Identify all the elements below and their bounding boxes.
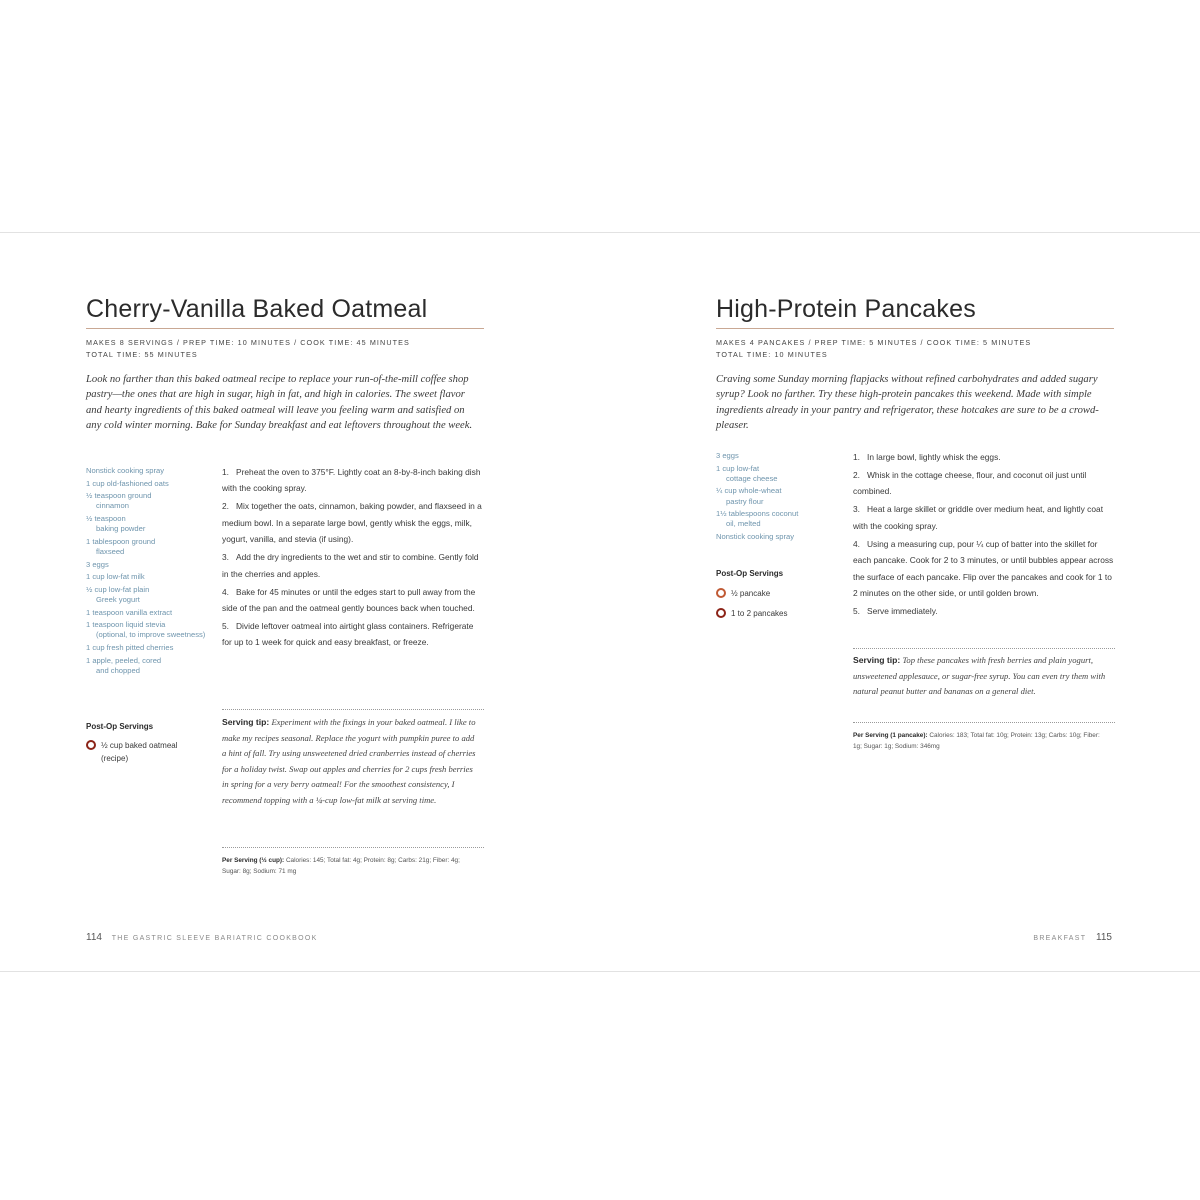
postop-item: ½ pancake (716, 587, 834, 600)
nutrition-info (222, 855, 478, 877)
book-spread (0, 232, 1200, 972)
postop-item: 1 to 2 pancakes (716, 607, 834, 620)
step-item: 1. Preheat the oven to 375°F. Lightly coat an 8-by-8-inch baking dish with the cooking spray. (222, 467, 481, 494)
ingredient-item: ½ cup low-fat plain Greek yogurt (86, 584, 150, 604)
meta-line-2: TOTAL TIME: 10 MINUTES (716, 350, 828, 359)
step-item: 5. Divide leftover oatmeal into airtight glass containers. Refrigerate for up to 1 week for quick and easy breakfast, or freeze. (222, 621, 474, 648)
ingredient-item: 1 cup low-fat milk (86, 572, 145, 582)
postop-heading: Post-Op Servings (86, 722, 154, 731)
page-number: 115 (1096, 932, 1112, 943)
left-page (0, 233, 600, 971)
ingredient-item: ½ teaspoon baking powder (86, 513, 146, 534)
ingredient-item: 1 teaspoon vanilla extract (86, 607, 173, 617)
ingredient-item: 1 tablespoon ground flaxseed (86, 536, 156, 556)
serving-tip (222, 715, 480, 809)
ingredient-item: Nonstick cooking spray (716, 531, 795, 541)
page-footer (86, 932, 318, 943)
serving-tip-label: Serving tip: (222, 717, 270, 727)
meta-line-2: TOTAL TIME: 55 MINUTES (86, 350, 198, 359)
ingredient-item: Nonstick cooking spray (86, 466, 165, 475)
tip-divider (853, 648, 1115, 649)
page-number: 114 (86, 932, 102, 943)
step-item: 5. Serve immediately. (853, 606, 938, 617)
meta-line-1: MAKES 4 PANCAKES / PREP TIME: 5 MINUTES / COOK TIME: 5 MINUTES (716, 338, 1032, 347)
step-list (853, 449, 1115, 621)
recipe-title: High-Protein Pancakes (716, 295, 976, 323)
postop-heading: Post-Op Servings (716, 569, 784, 578)
step-item: 4. Using a measuring cup, pour ¼ cup of batter into the skillet for each pancake. Cook for 2 to 3 minutes, or until bubbles appear across the surface of each pancake. Flip over the pancakes and cook for 1 to 2 minutes on the other side, or until golden brown. (853, 538, 1114, 599)
ingredient-item: 1 cup old-fashioned oats (86, 478, 169, 488)
ingredient-list (716, 451, 834, 545)
serving-tip-label: Serving tip: (853, 655, 901, 665)
ingredient-item: 3 eggs (716, 451, 739, 460)
step-item: 4. Bake for 45 minutes or until the edges start to pull away from the side of the pan and the oatmeal gently bounces back when touched. (222, 586, 476, 614)
nutrition-label: Per Serving (1 pancake): (853, 732, 928, 739)
ingredient-item: 1 apple, peeled, cored and chopped (86, 655, 162, 675)
nutrition-divider (222, 847, 484, 848)
recipe-intro: Craving some Sunday morning flapjacks without refined carbohydrates and added sugary syrup? Look no farther. Try these high-protein pancakes this weekend. Made with simple ingredients already in your pantry and refrigerator, these hotcakes are sure to be a crowd-pleaser. (716, 374, 1099, 432)
serving-tip (853, 653, 1111, 700)
step-item: 3. Add the dry ingredients to the wet and stir to combine. Gently fold in the cherries and apples. (222, 552, 479, 579)
tip-divider (222, 709, 484, 710)
ingredient-item: 1½ tablespoons coconut oil, melted (716, 509, 799, 529)
book-title: THE GASTRIC SLEEVE BARIATRIC COOKBOOK (111, 935, 318, 942)
postop-item: ½ cup baked oatmeal (recipe) (86, 739, 206, 765)
title-rule (716, 328, 1114, 329)
serving-tip-text: Top these pancakes with fresh berries and plain yogurt, unsweetened applesauce, or sugar-free syrup. You can even try them with natural peanut butter and bananas on a general diet. (853, 655, 1106, 697)
ingredient-item: 3 eggs (86, 559, 109, 569)
stage-badge-icon (86, 740, 96, 750)
step-list (222, 464, 484, 652)
ingredient-list (86, 466, 206, 678)
step-item: 1. In large bowl, lightly whisk the eggs. (853, 452, 1001, 462)
step-item: 2. Mix together the oats, cinnamon, baking powder, and flaxseed in a medium bowl. In a separate large bowl, gently whisk the eggs, milk, yogurt, vanilla, and stevia (if using). (222, 501, 482, 545)
recipe-title: Cherry-Vanilla Baked Oatmeal (86, 295, 428, 323)
serving-tip-text: Experiment with the fixings in your baked oatmeal. I like to make my recipes seasonal. Replace the yogurt with pumpkin puree to add a hint of fall. Try using unsweetened dried cranberries instead of cherries for a holiday twist. Swap out apples and cherries for 2 cups fresh berries in spring for a very berry oatmeal! For the smoothest consistency, I recommend topping with a ¼-cup low-fat milk at serving time. (222, 717, 476, 805)
nutrition-info (853, 730, 1109, 752)
meta-line-1: MAKES 8 SERVINGS / PREP TIME: 10 MINUTES / COOK TIME: 45 MINUTES (86, 338, 410, 347)
nutrition-divider (853, 722, 1115, 723)
ingredient-item: ¼ cup whole-wheat pastry flour (716, 486, 782, 506)
stage-badge-icon (716, 608, 726, 618)
step-item: 3. Heat a large skillet or griddle over medium heat, and lightly coat with the cooking spray. (853, 504, 1104, 531)
ingredient-item: ½ teaspoon ground cinnamon (86, 491, 152, 511)
title-rule (86, 328, 484, 329)
right-page (600, 233, 1200, 971)
recipe-meta (716, 337, 1116, 361)
step-item: 2. Whisk in the cottage cheese, flour, and coconut oil just until combined. (853, 470, 1087, 497)
section-name: BREAKFAST (1033, 935, 1087, 942)
recipe-meta (86, 337, 486, 361)
page-footer (1033, 932, 1112, 943)
ingredient-item: 1 teaspoon liquid stevia (optional, to improve sweetness) (86, 620, 206, 640)
nutrition-label: Per Serving (½ cup): (222, 857, 285, 864)
recipe-intro: Look no farther than this baked oatmeal recipe to replace your run-of-the-mill coffee shop pastry—the ones that are high in sugar, high in fat, and high in calories. The sweet flavor and hearty ingredients of this baked oatmeal will leave you feeling warm and satisfied on any cold winter morning. Bake for Sunday breakfast and eat leftovers throughout the week. (86, 374, 473, 432)
stage-badge-icon (716, 588, 726, 598)
nutrition-text: Calories: 145; Total fat: 4g; Protein: 8g; Carbs: 21g; Fiber: 4g; Sugar: 8g; Sodium: 71 mg (222, 857, 460, 875)
nutrition-text: Calories: 183; Total fat: 10g; Protein: 13g; Carbs: 10g; Fiber: 1g; Sugar: 1g; Sodium: 346mg (853, 732, 1100, 750)
ingredient-item: 1 cup low-fat cottage cheese (716, 463, 778, 483)
ingredient-item: 1 cup fresh pitted cherries (86, 642, 174, 652)
